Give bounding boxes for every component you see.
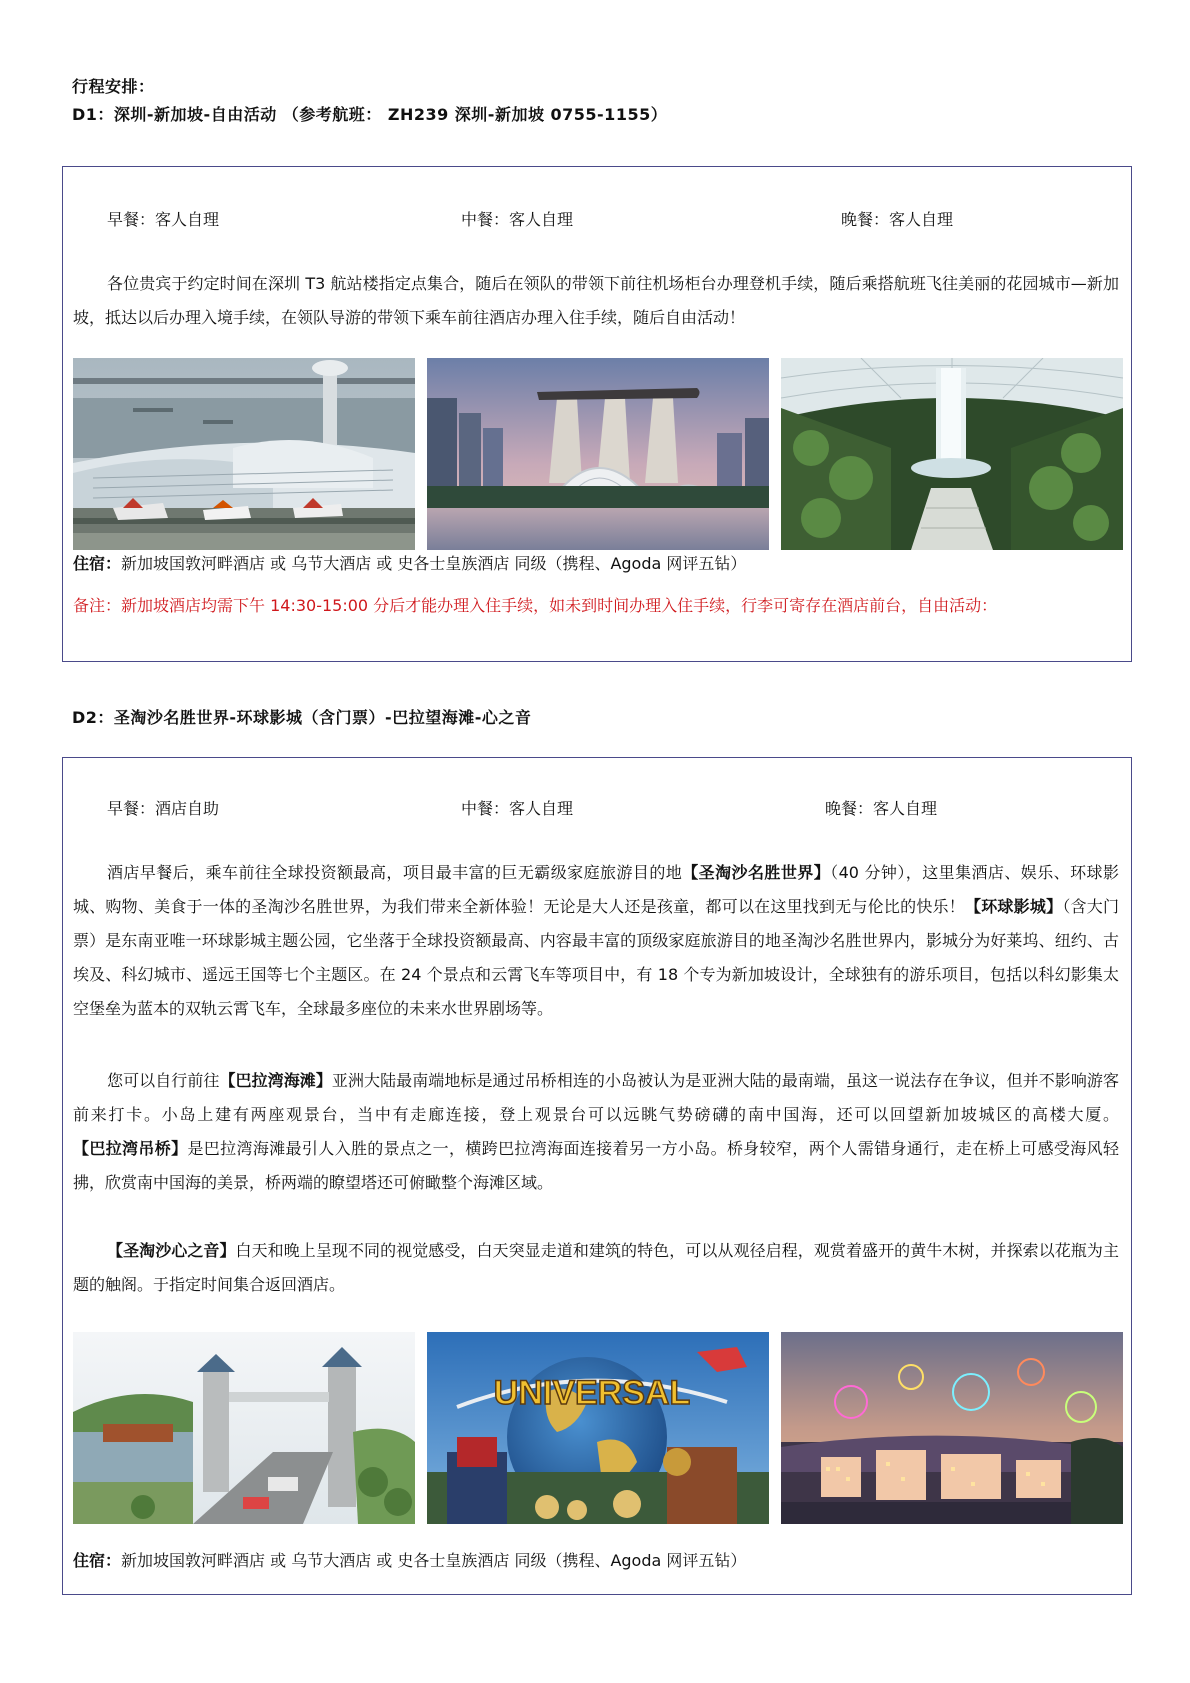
sentosa-gateway-photo <box>73 1332 415 1524</box>
day1-dinner: 晚餐：客人自理 <box>841 210 954 229</box>
day2-p1-text-c: （40 分钟），这里集酒店、娱乐、环球影城、购物、美食于一体的圣淘沙名胜世界，为我们带来全新体验！无论是大人还是孩童，都可以在这里找到无与伦比的快乐！ <box>73 863 1119 916</box>
day2-title: D2：圣淘沙名胜世界-环球影城（含门票）-巴拉望海滩-心之音 <box>72 708 532 727</box>
day2-p2-text-e: 是巴拉湾海滩最引人入胜的景点之一，横跨巴拉湾海面连接着另一方小岛。桥身较窄，两个人需错身通行，走在桥上可感受海风轻拂，欣赏南中国海的美景，桥两端的瞭望塔还可俯瞰整个海滩区域。 <box>73 1139 1119 1192</box>
day1-title: D1：深圳-新加坡-自由活动 （参考航班： ZH239 深圳-新加坡 0755-1155） <box>72 105 668 124</box>
day2-p2-text-c: 亚洲大陆最南端地标是通过吊桥相连的小岛被认为是亚洲大陆的最南端，虽这一说法存在争议，但并不影响游客前来打卡。小岛上建有两座观景台，当中有走廊连接，登上观景台可以远眺气势磅礴的南中国海，还可以回望新加坡城区的高楼大厦。 <box>73 1071 1119 1124</box>
day2-p1-text-e: （含大门票）是东南亚唯一环球影城主题公园，它坐落于全球投资额最高、内容最丰富的顶级家庭旅游目的地圣淘沙名胜世界内，影城分为好莱坞、纽约、古埃及、科幻城市、遥远王国等七个主题区。在 24 个景点和云霄飞车等项目中，有 18 个专为新加坡设计，全球独有的游乐项目，包括以科幻影集太空堡垒为蓝本的双轨云霄飞车，全球最多座位的未来水世界剧场等。 <box>73 897 1119 1018</box>
day2-lunch: 中餐：客人自理 <box>461 799 574 818</box>
itinerary-heading: 行程安排： <box>72 77 155 96</box>
palawan-beach-highlight: 【巴拉湾海滩】 <box>219 1071 332 1090</box>
marina-bay-sands-photo <box>427 358 769 550</box>
sentosa-resorts-world-highlight: 【圣淘沙名胜世界】 <box>682 863 831 882</box>
day2-breakfast: 早餐：酒店自助 <box>107 799 220 818</box>
day2-stay-label: 住宿： <box>73 1551 122 1570</box>
jewel-changi-photo <box>781 358 1123 550</box>
day2-paragraph-palawan <box>73 1064 1119 1200</box>
day1-box <box>62 166 1132 662</box>
resorts-world-night-photo <box>781 1332 1123 1524</box>
day2-paragraph-heart <box>73 1234 1119 1302</box>
day2-p1-text-a: 酒店早餐后，乘车前往全球投资额最高，项目最丰富的巨无霸级家庭旅游目的地 <box>107 863 683 882</box>
sentosa-heart-highlight: 【圣淘沙心之音】 <box>107 1241 236 1260</box>
day2-photo-row <box>73 1332 1123 1524</box>
day1-note: 备注：新加坡酒店均需下午 14:30-15:00 分后才能办理入住手续，如未到时间办理入住手续，行李可寄存在酒店前台，自由活动： <box>73 596 998 615</box>
day1-stay-label: 住宿： <box>73 554 122 573</box>
universal-studios-photo <box>427 1332 769 1524</box>
day2-box <box>62 757 1132 1595</box>
universal-sign-text: UNIVERSAL <box>493 1374 691 1412</box>
day2-paragraph-sentosa <box>73 856 1119 1026</box>
palawan-bridge-highlight: 【巴拉湾吊桥】 <box>73 1139 188 1158</box>
day1-description: 各位贵宾于约定时间在深圳 T3 航站楼指定点集合，随后在领队的带领下前往机场柜台办理登机手续，随后乘搭航班飞往美丽的花园城市—新加坡，抵达以后办理入境手续，在领队导游的带领下乘车前往酒店办理入住手续，随后自由活动！ <box>73 274 1119 327</box>
day1-breakfast: 早餐：客人自理 <box>107 210 220 229</box>
day1-lunch: 中餐：客人自理 <box>461 210 574 229</box>
universal-studios-highlight: 【环球影城】 <box>965 897 1063 916</box>
day1-accommodation <box>73 551 746 574</box>
day2-p3-text-b: 白天和晚上呈现不同的视觉感受，白天突显走道和建筑的特色，可以从观径启程，观赏着盛开的黄牛木树，并探索以花瓶为主题的触阁。于指定时间集合返回酒店。 <box>73 1241 1119 1294</box>
shenzhen-airport-photo <box>73 358 415 550</box>
day1-stay-text: 新加坡国敦河畔酒店 或 乌节大酒店 或 史各士皇族酒店 同级（携程、Agoda 网评五钻） <box>121 554 747 573</box>
day1-photo-row <box>73 358 1123 550</box>
day2-p2-text-a: 您可以自行前往 <box>107 1071 220 1090</box>
day2-dinner: 晚餐：客人自理 <box>825 799 938 818</box>
day2-accommodation <box>73 1548 746 1571</box>
day2-stay-text: 新加坡国敦河畔酒店 或 乌节大酒店 或 史各士皇族酒店 同级（携程、Agoda 网评五钻） <box>121 1551 747 1570</box>
